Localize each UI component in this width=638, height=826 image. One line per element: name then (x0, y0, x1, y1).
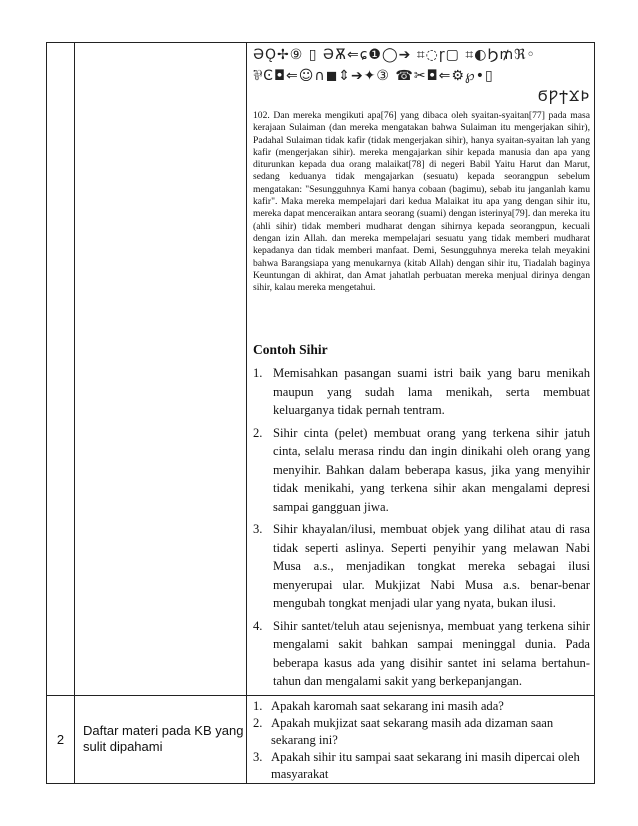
list-item (253, 364, 590, 420)
list-number: 3. (253, 522, 263, 537)
list-item (253, 715, 590, 749)
worksheet-table (46, 42, 595, 784)
list-item-text: Apakah sihir itu sampai saat sekarang ini masih dipercai oleh masyarakat (271, 749, 580, 781)
arabic-verse-line: ⅌Ͼ◘⇐☺∩◼⇕➔✦③ ☎✂◘⇐⚙℘•▯ (253, 68, 494, 84)
table-row (47, 43, 595, 696)
arabic-verse-line: ϬǷϮϪϷ (537, 89, 590, 105)
list-item-text: Apakah mukjizat saat sekarang masih ada dizaman saan sekarang ini? (271, 715, 554, 747)
content-cell (247, 695, 595, 783)
list-number: 2. (253, 425, 263, 440)
verse-translation: 102. Dan mereka mengikuti apa[76] yang dibaca oleh syaitan-syaitan[77] pada masa kerajaan Sulaiman (dan mereka mengatakan bahwa Sulaiman itu mengerjakan sihir), Padahal Sulaiman tidak kafir (tidak mengerjakan sihir), hanya syaitan-syaitan lah yang kafir (mengerjakan sihir). mereka mengajarkan sihir kepada manusia dan apa yang diturunkan kepada dua orang malaikat[78] di negeri Babil Yaitu Harut dan Marut, sedang keduanya tidak mengajarkan (sesuatu) kepada seorangpun sebelum mengatakan: "Sesungguhnya Kami hanya cobaan (bagimu), sebab itu janganlah kamu kafir". Maka mereka mempelajari dari kedua Malaikat itu apa yang dengan sihir itu, mereka dapat menceraikan antara seorang (suami) dengan isterinya[79]. dan mereka itu (ahli sihir) tidak memberi mudharat dengan sihirnya kepada seorangpun, kecuali dengan izin Allah. dan mereka mempelajari sesuatu yang tidak memberi mudharat kepadanya dan tidak memberi manfaat. Demi, Sesungguhnya mereka telah meyakini bahwa Barangsiapa yang menukarnya (kitab Allah) dengan sihir itu, Tiadalah baginya Keuntungan di akhirat, dan Amat jahatlah perbuatan mereka menjual dirinya dengan sihir, kalau mereka mengetahui. (253, 110, 590, 294)
list-item-text: Sihir cinta (pelet) membuat orang yang terkena sihir jatuh cinta, selalu merasa rindu dan ingin dinikahi oleh orang yang menyihir. Bahkan dalam beberapa kasus, jika yang menyihir tidak menikahi, yang terkena sihir akan mengalami depresi sampai gangguan jiwa. (273, 425, 590, 514)
list-item-text: Sihir khayalan/ilusi, membuat objek yang dilihat atau di rasa tidak seperti aslinya. Seperti penyihir yang melawan Nabi Musa a.s., menjadikan tongkat mereka sebagai ilusi menyerupai ular. Mukjizat Nabi Musa a.s. benar-benar mengubah tongkat menjadi ular yang nyata, bukan ilusi. (273, 522, 590, 611)
row-label-cell: Daftar materi pada KB yang sulit dipahami (75, 695, 247, 783)
list-number: 4. (253, 618, 263, 633)
list-item-text: Sihir santet/teluh atau sejenisnya, membuat yang terkena sihir mengalami sakit bahkan sampai meninggal dunia. Pada beberapa kasus ada yang disihir santet ini selama bertahun-tahun dan mengalami sakit yang berkepanjangan. (273, 618, 590, 689)
row-label-cell (75, 43, 247, 696)
section-title: Contoh Sihir (253, 342, 328, 358)
examples-list (253, 364, 590, 691)
list-item (253, 749, 590, 783)
list-number: 1. (253, 698, 263, 713)
list-item-text: Apakah karomah saat sekarang ini masih ada? (271, 698, 504, 713)
questions-list (247, 696, 594, 783)
list-item (253, 617, 590, 691)
list-item (253, 424, 590, 517)
list-item-text: Memisahkan pasangan suami istri baik yang baru menikah maupun yang sudah lama menikah, serta membuat keluarganya tidak pernah tentram. (273, 366, 590, 418)
arabic-verse-line: ӘǪ✢⑨ ▯ ӘѪ⇐ɕ❶◯➔ ⌗◌ɼ▢ ⌗◐Ϧ₥ℜ◦ (253, 47, 536, 63)
list-item (253, 698, 590, 715)
row-number-cell (47, 43, 75, 696)
list-number: 3. (253, 749, 263, 764)
list-number: 1. (253, 366, 263, 381)
list-item (253, 520, 590, 613)
table-row (47, 695, 595, 783)
row-number-cell: 2 (47, 695, 75, 783)
list-number: 2. (253, 715, 263, 730)
content-cell (247, 43, 595, 696)
